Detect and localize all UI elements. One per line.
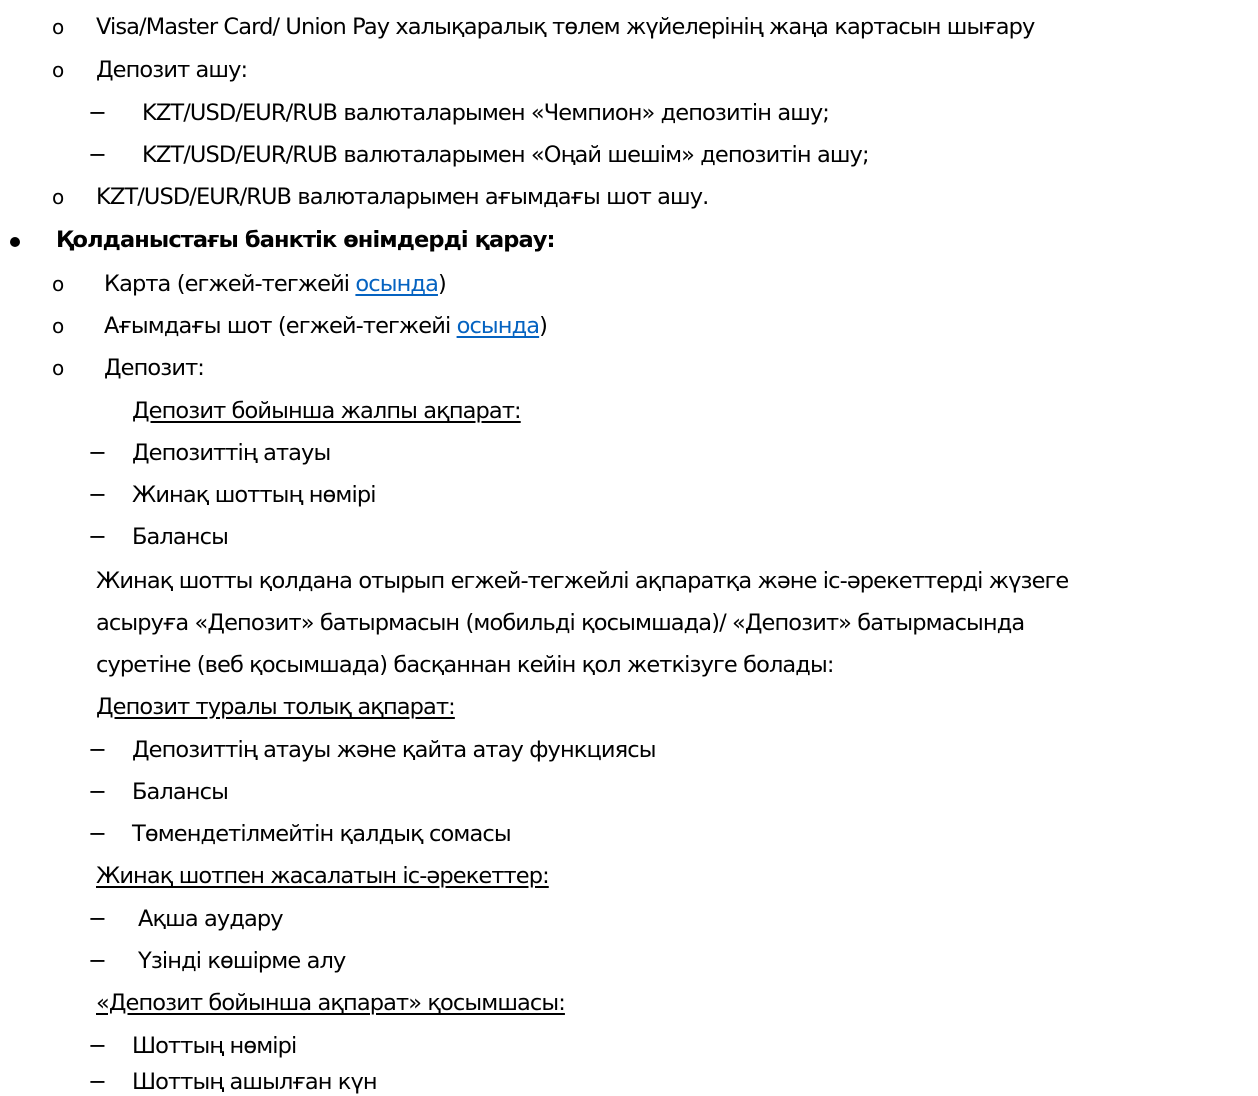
paragraph-line: Жинақ шотты қолдана отырып егжей-тегжейлі ақпаратқа және іс-әрекеттерді жүзеге — [96, 568, 1069, 594]
account-details-link[interactable]: осында — [456, 313, 540, 339]
dash-bullet-icon: − — [88, 142, 106, 168]
account-text: Ағымдағы шот (егжей-тегжейі — [104, 313, 457, 339]
dash-bullet-icon: − — [88, 1069, 106, 1095]
subheading-deposit-general: Депозит бойынша жалпы ақпарат: — [132, 398, 521, 424]
dash-bullet-icon: − — [88, 948, 106, 974]
list-item-deposit-name: Депозиттің атауы — [132, 440, 331, 466]
list-item-balance: Балансы — [132, 524, 228, 550]
card-details-link[interactable]: осында — [355, 271, 438, 297]
list-item-rename-function: Депозиттің атауы және қайта атау функциясы — [132, 737, 656, 763]
hollow-bullet-icon: o — [52, 58, 64, 82]
dash-bullet-icon: − — [88, 906, 106, 932]
list-item-card — [104, 270, 446, 298]
card-text-close: ) — [437, 271, 446, 297]
list-item-easy-deposit: KZT/USD/EUR/RUB валюталарымен «Оңай шешім» депозитін ашу; — [142, 142, 869, 168]
filled-bullet-icon — [10, 237, 20, 247]
list-item-new-card: Visa/Master Card/ Union Pay халықаралық төлем жүйелерінің жаңа картасын шығару — [96, 14, 1035, 40]
list-item-current-account: KZT/USD/EUR/RUB валюталарымен ағымдағы шот ашу. — [96, 184, 709, 210]
list-item-statement: Үзінді көшірме алу — [138, 948, 346, 974]
dash-bullet-icon: − — [88, 524, 106, 550]
card-text: Карта (егжей-тегжейі — [104, 271, 356, 297]
list-item-champion-deposit: KZT/USD/EUR/RUB валюталарымен «Чемпион» депозитін ашу; — [142, 100, 829, 126]
subheading-deposit-info-tab: «Депозит бойынша ақпарат» қосымшасы: — [96, 990, 565, 1016]
paragraph-line: асыруға «Депозит» батырмасын (мобильді қосымшада)/ «Депозит» батырмасында — [96, 610, 1025, 636]
dash-bullet-icon: − — [88, 482, 106, 508]
account-text-close: ) — [539, 313, 548, 339]
dash-bullet-icon: − — [88, 821, 106, 847]
hollow-bullet-icon: o — [52, 185, 64, 209]
list-item-transfer: Ақша аудару — [138, 906, 283, 932]
list-item-current-account-view — [104, 312, 547, 340]
hollow-bullet-icon: o — [52, 314, 64, 338]
list-item-savings-number: Жинақ шоттың нөмірі — [132, 482, 376, 508]
subheading-deposit-full: Депозит туралы толық ақпарат: — [96, 694, 455, 720]
dash-bullet-icon: − — [88, 1033, 106, 1059]
hollow-bullet-icon: o — [52, 272, 64, 296]
list-item-min-balance: Төмендетілмейтін қалдық сомасы — [132, 821, 511, 847]
hollow-bullet-icon: o — [52, 15, 64, 39]
dash-bullet-icon: − — [88, 737, 106, 763]
hollow-bullet-icon: o — [52, 356, 64, 380]
list-item-balance: Балансы — [132, 779, 228, 805]
dash-bullet-icon: − — [88, 779, 106, 805]
list-item-open-deposit: Депозит ашу: — [96, 57, 248, 83]
list-item-deposit: Депозит: — [104, 355, 204, 381]
list-item-open-date: Шоттың ашылған күн — [132, 1069, 377, 1095]
dash-bullet-icon: − — [88, 440, 106, 466]
subheading-savings-actions: Жинақ шотпен жасалатын іс-әрекеттер: — [96, 863, 549, 889]
dash-bullet-icon: − — [88, 100, 106, 126]
list-item-account-number: Шоттың нөмірі — [132, 1033, 297, 1059]
paragraph-line: суретіне (веб қосымшада) басқаннан кейін қол жеткізуге болады: — [96, 652, 834, 678]
section-heading-view-products: Қолданыстағы банктік өнімдерді қарау: — [56, 227, 555, 253]
